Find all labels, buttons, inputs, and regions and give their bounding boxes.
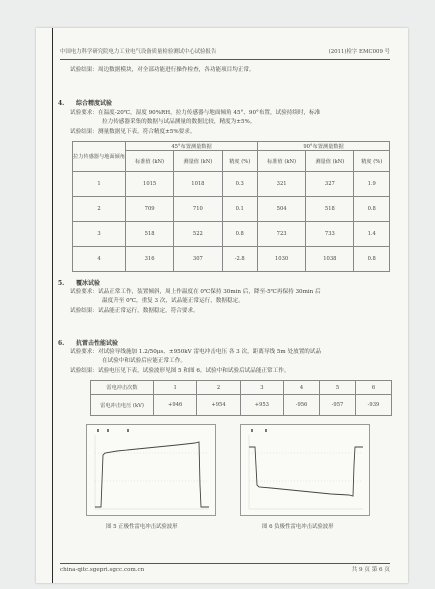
table-cell: 504 (257, 197, 305, 222)
table-cell: 6 (355, 381, 391, 395)
positive-waveform-trace (95, 442, 209, 507)
section4-heading (58, 98, 112, 107)
section6-number: 6. (58, 340, 65, 347)
table-cell: 518 (126, 222, 174, 247)
table-cell: -957 (320, 395, 356, 416)
section5-title: 覆冰试验 (76, 280, 101, 287)
fig6-caption: 图 6 负极性雷电冲击试验波形 (262, 524, 334, 530)
table-cell: 2 (73, 197, 126, 222)
table-cell: 709 (126, 197, 174, 222)
table-subheader-acc: 精度 (%) (222, 151, 257, 172)
table-cell: -939 (355, 395, 391, 416)
table-subheader-acc: 精度 (%) (354, 151, 390, 172)
table-cell: 0.3 (222, 172, 257, 197)
table-row-label: 雷电冲击电压 (kV) (91, 395, 154, 416)
table-cell: 518 (306, 197, 354, 222)
table-cell: 316 (126, 247, 174, 272)
negative-waveform-trace (249, 447, 363, 496)
table-header-45: 45°布置测量数据 (126, 142, 258, 151)
table-cell: 3 (240, 381, 283, 395)
table-cell: 723 (257, 222, 305, 247)
table-cell: 3 (73, 222, 126, 247)
lightning-voltage-table (90, 380, 392, 416)
table-cell: 733 (306, 222, 354, 247)
section5-requirement-line2: 温度升至 0℃，重复 3 次，试品能正常运行，数据稳定。 (102, 298, 244, 304)
negative-waveform-figure (240, 424, 370, 516)
header-report-number: (2011)检字 EMC009 号 (328, 49, 390, 55)
table-subheader-meas: 测量值 (kN) (306, 151, 354, 172)
table-header-angle: 拉力传感器与地面倾角 (73, 142, 126, 172)
section4-number: 4. (58, 100, 65, 107)
page-header (60, 45, 390, 60)
table-cell: +946 (154, 395, 197, 416)
table-cell: 1015 (126, 172, 174, 197)
table-row (73, 222, 390, 247)
table-subheader-std: 标准值 (kN) (257, 151, 305, 172)
binding-line (52, 28, 53, 583)
positive-waveform-plot (87, 425, 215, 515)
section4-requirement-line2: 拉力传感器采集的数据与试品测量的数据比较，精度为±5%。 (102, 119, 256, 125)
section5-number: 5. (58, 280, 65, 287)
table-cell: 327 (306, 172, 354, 197)
table-cell: 0.8 (354, 247, 390, 272)
table-cell: 1.9 (354, 172, 390, 197)
table-cell: 4 (73, 247, 126, 272)
section6-title: 抗雷击性能试验 (76, 340, 119, 347)
table-subheader-std: 标准值 (kN) (126, 151, 174, 172)
positive-waveform-figure (86, 424, 216, 516)
page-footer (60, 563, 390, 574)
table-cell: 710 (174, 197, 222, 222)
table-cell: 1038 (306, 247, 354, 272)
table-cell: -2.8 (222, 247, 257, 272)
table-cell: -956 (284, 395, 320, 416)
table-header-90: 90°布置测量数据 (257, 142, 389, 151)
table-cell: 1018 (174, 172, 222, 197)
section4-result-line: 试验结果：测量数据见下表，符合精度±5%要求。 (70, 129, 196, 135)
table-cell: 321 (257, 172, 305, 197)
section4-title: 综合精度试验 (76, 100, 113, 107)
table-row-label: 雷电冲击次数 (91, 381, 154, 395)
negative-waveform-plot (241, 425, 369, 515)
table-cell: 1030 (257, 247, 305, 272)
table-cell: 1.4 (354, 222, 390, 247)
section6-requirement-line1: 试验要求：对试验导线施加 1.2/50μs、±950kV 雷电冲击电压 各 3 次，距离导线 5m 处放置的试品 (70, 349, 322, 355)
footer-website: china-qitc.sgepri.sgcc.com.cn (60, 567, 145, 573)
table-cell: 1 (154, 381, 197, 395)
table-cell: 5 (320, 381, 356, 395)
section5-heading (58, 278, 100, 287)
table-cell: 1 (73, 172, 126, 197)
section6-result-line: 试验结果：试验电压见下表，试验波形见图 5 和图 6。试验中和试验后试品能正常工作。 (70, 368, 290, 374)
table-cell: 0.1 (222, 197, 257, 222)
table-cell: 0.8 (354, 197, 390, 222)
fig5-caption: 图 5 正极性雷电冲击试验波形 (106, 524, 178, 530)
table-cell: +953 (240, 395, 283, 416)
table-cell: 522 (174, 222, 222, 247)
table-row (73, 172, 390, 197)
accuracy-table (72, 141, 390, 272)
table-row (73, 247, 390, 272)
table-row (91, 395, 392, 416)
table-cell: +954 (197, 395, 240, 416)
report-page (36, 28, 408, 583)
table-cell: 307 (174, 247, 222, 272)
header-org: 中国电力科学研究院电力工业电气设备质量检验测试中心试验报告 (60, 49, 217, 55)
section6-heading (58, 338, 118, 347)
intro-line: 试验结果：周边数据模块，对全部功能进行操作检查，各功能项目均正常。 (70, 67, 255, 73)
section4-requirement-line1: 试验要求：在温度-20℃，湿度 90%RH，拉力传感器与地面倾角 45°、90°布置，试验持续时，标准 (70, 110, 321, 116)
section5-result-line: 试验结果：试品能正常运行，数据稳定，符合要求。 (70, 308, 199, 314)
table-cell: 0.8 (222, 222, 257, 247)
footer-page-info: 共 9 页 第 6 页 (351, 567, 390, 573)
table-row (73, 197, 390, 222)
table-cell: 2 (197, 381, 240, 395)
table-subheader-meas: 测量值 (kN) (174, 151, 222, 172)
section5-requirement-line1: 试验要求：试品正常工作，装置倾斜，周上作温度在 0℃保持 30min 后，降至-5℃再保持 30min 后 (70, 289, 321, 295)
section6-requirement-line2: 在试验中和试验后应能正常工作。 (102, 358, 186, 364)
table-cell: 4 (284, 381, 320, 395)
table-row (91, 381, 392, 395)
